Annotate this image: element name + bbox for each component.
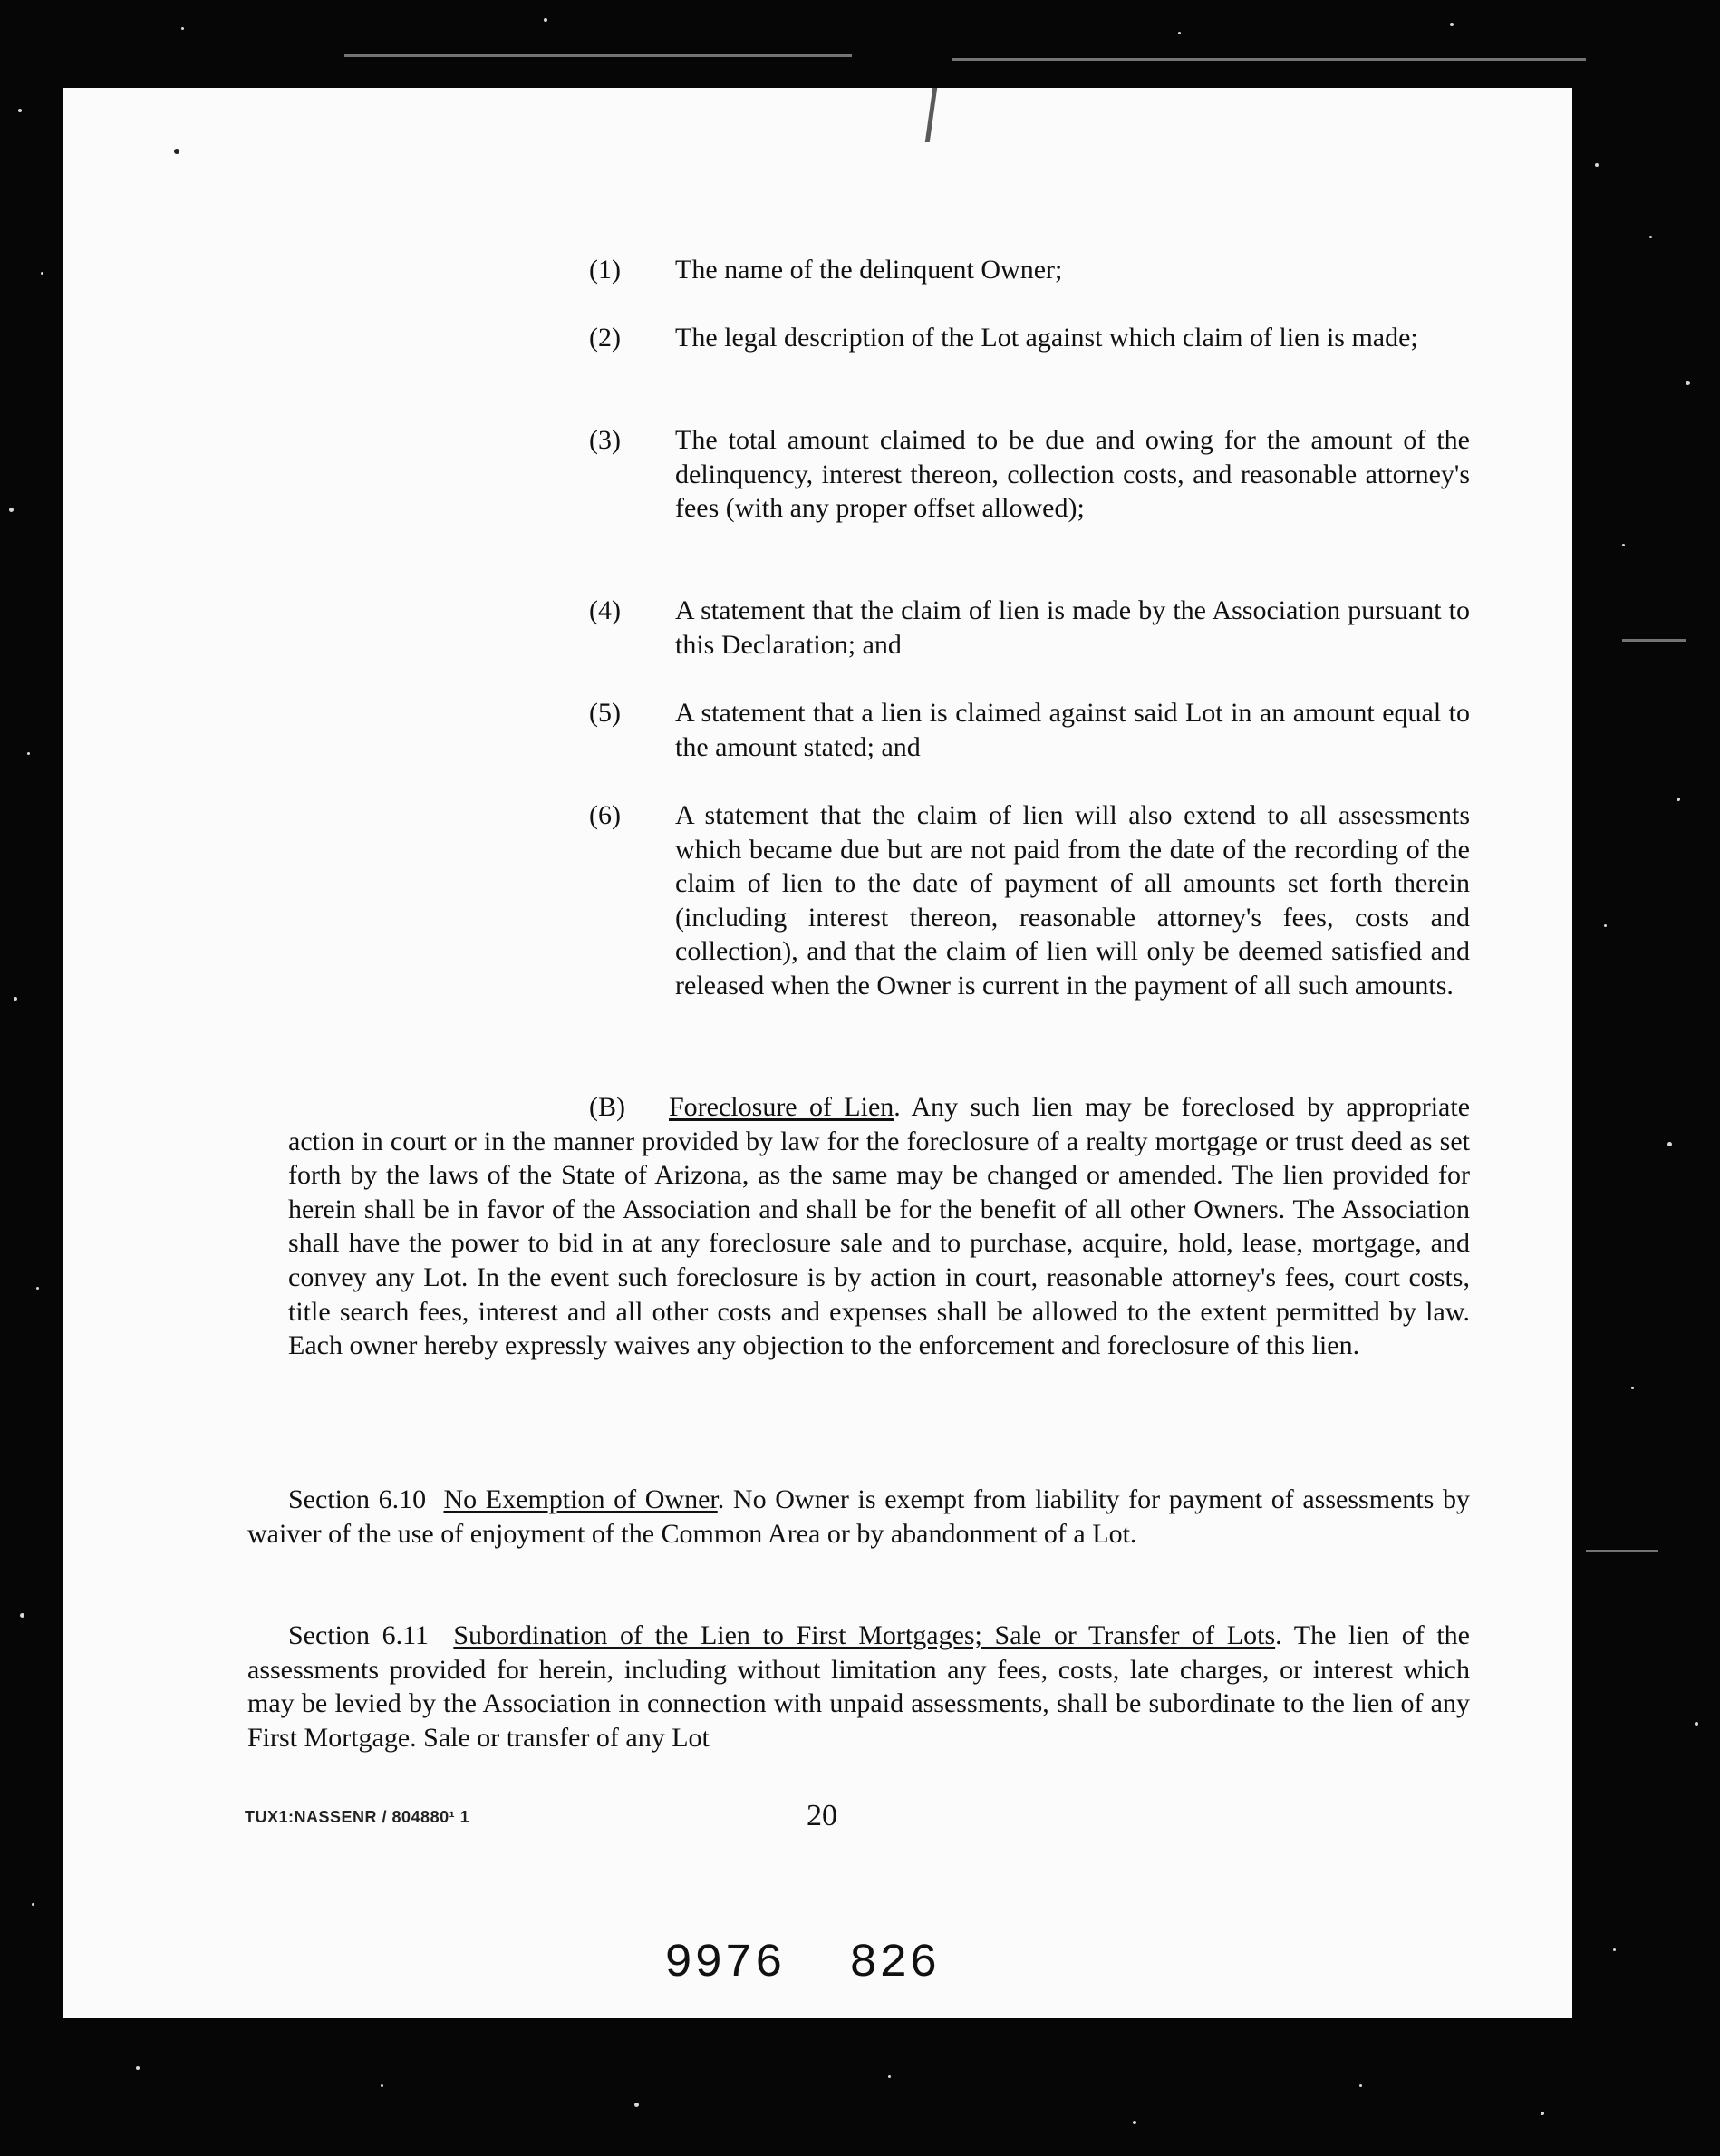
list-item-text: The legal description of the Lot against which claim of lien is made;	[675, 323, 1418, 353]
section-6-11-paragraph	[247, 1619, 1470, 1755]
scan-speck	[1695, 1722, 1698, 1726]
scan-speck	[1133, 2121, 1136, 2124]
list-item	[589, 253, 1470, 287]
scan-speck	[27, 752, 30, 755]
foreclosure-paragraph	[288, 1090, 1470, 1363]
recording-book-number: 9976	[664, 1937, 785, 1990]
scan-speck	[181, 27, 184, 30]
scan-speck	[1541, 2112, 1544, 2115]
scan-speck	[1622, 544, 1625, 546]
scan-speck	[1686, 381, 1690, 385]
section-6-11-body: . The lien of the assessments provided for herein, including without limitation any fees, costs, late charges, or interest which may be levied by the Association in connection with unpaid assessments, shall be subordinate to the lien of any First Mortgage. Sale or transfer of any Lot	[247, 1620, 1470, 1753]
list-item	[589, 594, 1470, 662]
list-item-text: The name of the delinquent Owner;	[675, 255, 1063, 285]
scan-speck	[888, 2075, 891, 2078]
list-item-text: A statement that the claim of lien will also extend to all assessments which became due but are not paid from the date of the recording of the claim of lien to the date of payment of all amounts set forth therein (including interest thereon, reasonable attorney's fees, costs and collection), and that the claim of lien will only be deemed satisfied and released when the Owner is current in the payment of all such amounts.	[675, 800, 1470, 1001]
scan-speck	[18, 109, 22, 112]
scan-speck	[136, 2066, 140, 2070]
scan-streak	[1622, 639, 1686, 642]
scan-speck	[36, 1287, 39, 1290]
section-6-11-heading: Subordination of the Lien to First Mortgages; Sale or Transfer of Lots	[453, 1620, 1276, 1650]
scan-streak	[952, 58, 1586, 61]
scan-speck	[1450, 23, 1454, 26]
scan-speck	[544, 18, 547, 22]
list-item-text: A statement that the claim of lien is made by the Association pursuant to this Declaration; and	[675, 595, 1470, 660]
section-6-10-heading: No Exemption of Owner	[443, 1484, 718, 1514]
list-item	[589, 798, 1470, 1003]
scan-speck	[634, 2103, 639, 2107]
page-crease	[925, 88, 937, 142]
scan-speck	[1613, 1948, 1616, 1951]
scan-speck	[20, 1613, 24, 1618]
page-number: 20	[807, 1799, 837, 1832]
list-item-number: (6)	[589, 800, 621, 830]
scan-mark	[174, 149, 179, 154]
foreclosure-heading: Foreclosure of Lien	[669, 1092, 894, 1122]
scan-speck	[1178, 32, 1181, 34]
scan-speck	[32, 1903, 34, 1906]
section-6-10-body: . No Owner is exempt from liability for payment of assessments by waiver of the use of enjoyment of the Common Area or by abandonment of a Lot.	[247, 1484, 1471, 1549]
scan-speck	[1604, 924, 1607, 927]
list-item-number: (2)	[589, 323, 621, 353]
scan-speck	[14, 997, 17, 1001]
list-item	[589, 321, 1470, 355]
scan-speck	[1667, 1142, 1672, 1146]
scan-speck	[1631, 1387, 1634, 1389]
section-6-10-number: Section 6.10	[288, 1484, 427, 1514]
scan-speck	[381, 2084, 383, 2087]
scan-speck	[1677, 798, 1680, 801]
list-item-text: A statement that a lien is claimed against said Lot in an amount equal to the amount stated; and	[675, 698, 1470, 762]
scan-speck	[1595, 163, 1599, 167]
document-code: TUX1:NASSENR / 804880¹ 1	[245, 1808, 470, 1826]
foreclosure-body: . Any such lien may be foreclosed by appropriate action in court or in the manner provided by law for the foreclosure of a realty mortgage or trust deed as set forth by the laws of the State of Arizona, as the same may be changed or amended. The lien provided for herein shall be in favor of the Association and shall be for the benefit of all other Owners. The Association shall have the power to bid in at any foreclosure sale and to purchase, acquire, hold, lease, mortgage, and convey any Lot. In the event such foreclosure is by action in court, reasonable attorney's fees, court costs, title search fees, interest and all other costs and expenses shall be allowed to the extent permitted by law. Each owner hereby expressly waives any objection to the enforcement and foreclosure of this lien.	[288, 1092, 1471, 1361]
scan-streak	[1586, 1550, 1658, 1552]
scan-speck	[1649, 236, 1652, 238]
list-item-number: (1)	[589, 255, 621, 285]
section-6-10-paragraph	[247, 1483, 1470, 1551]
list-item	[589, 423, 1470, 526]
list-item-number: (5)	[589, 698, 621, 728]
recording-page-number: 826	[849, 1937, 940, 1990]
scan-speck	[41, 272, 43, 275]
scan-speck	[9, 508, 14, 512]
section-6-11-number: Section 6.11	[288, 1620, 430, 1650]
scan-speck	[1359, 2084, 1362, 2087]
foreclosure-label: (B)	[589, 1092, 625, 1122]
list-item-text: The total amount claimed to be due and owing for the amount of the delinquency, interest thereon, collection costs, and reasonable attorney's fees (with any proper offset allowed);	[675, 425, 1470, 524]
list-item-number: (4)	[589, 595, 621, 625]
scan-streak	[344, 54, 852, 57]
list-item	[589, 696, 1470, 764]
list-item-number: (3)	[589, 425, 621, 455]
document-page	[63, 88, 1572, 2018]
